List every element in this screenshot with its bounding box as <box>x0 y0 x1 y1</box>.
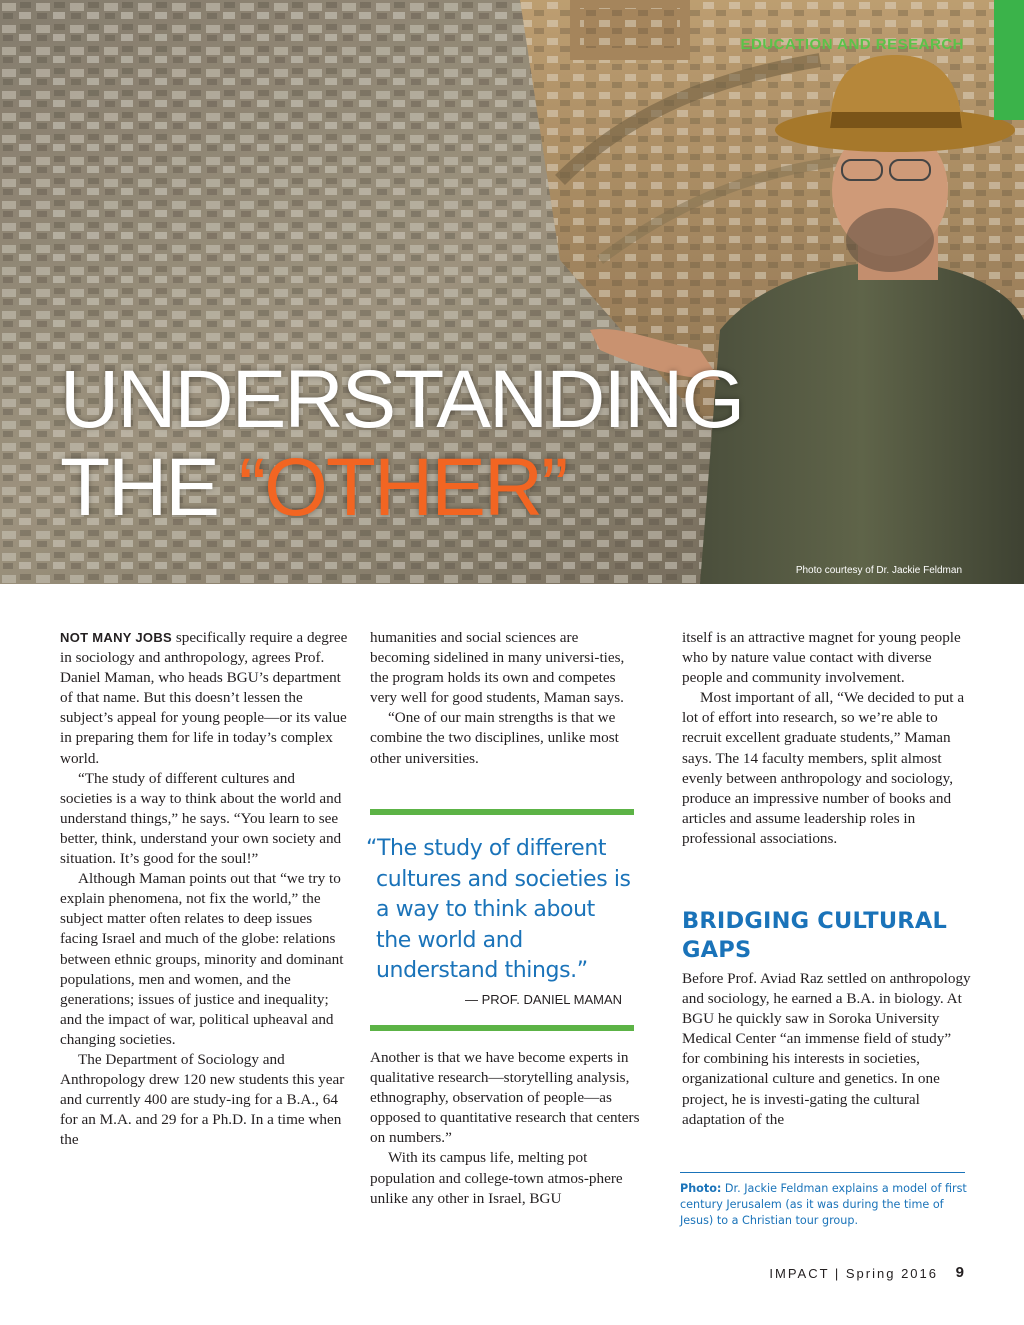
headline-line1: UNDERSTANDING <box>60 354 744 445</box>
section-tab <box>994 0 1024 120</box>
caption-label: Photo: <box>680 1182 722 1195</box>
paragraph: The Department of Sociology and Anthropology drew 120 new students this year and currently 400 are study-ing for a B.A., 64 for an M.A. and 29 for a Ph.D. In a time when the <box>60 1050 345 1149</box>
paragraph: itself is an attractive magnet for young people who by nature value contact with diverse people and community involvement. <box>682 629 961 687</box>
headline <box>60 356 743 532</box>
caption-text: Dr. Jackie Feldman explains a model of first century Jerusalem (as it was during the time of Jesus) to a Christian tour group. <box>680 1182 967 1227</box>
paragraph: Before Prof. Aviad Raz settled on anthropology and sociology, he earned a B.A. in biology. At BGU he quickly saw in Soroka University Medical Center “an immense field of study” for combining his interests in societies, organizational culture and genetics. In one project, he is investi-gating the cultural adaptation of the <box>682 970 971 1128</box>
pull-quote-attribution: — PROF. DANIEL MAMAN <box>465 992 622 1007</box>
headline-line2-accent: “OTHER” <box>238 442 567 533</box>
paragraph: Another is that we have become experts in qualitative research—storytelling analysis, ethnography, observation of people—as opposed to quantitative research that centers on numbers.” <box>370 1049 640 1147</box>
pullquote-rule-top <box>370 809 634 815</box>
article-column-3-top <box>682 628 972 849</box>
footer-publication: IMPACT | Spring 2016 <box>769 1266 938 1281</box>
photo-caption <box>680 1181 972 1229</box>
caption-rule <box>680 1172 965 1173</box>
headline-line2-plain: THE <box>60 442 239 533</box>
subhead: BRIDGING CULTURAL GAPS <box>682 908 947 963</box>
paragraph: humanities and social sciences are becoming sidelined in many universi-ties, the program holds its own and competes very well for good students, Maman says. <box>370 629 625 707</box>
pullquote-rule-bottom <box>370 1025 634 1031</box>
paragraph: NOT MANY JOBS specifically require a degree in sociology and anthropology, agrees Prof. Daniel Maman, who heads BGU’s department of that name. But this doesn’t lessen the subject’s appeal for young people—or its value in preparing them for life in today’s complex world. <box>60 629 348 767</box>
paragraph: With its campus life, melting pot population and college-town atmos-phere unlike any other in Israel, BGU <box>370 1149 623 1207</box>
photo-credit: Photo courtesy of Dr. Jackie Feldman <box>795 565 962 576</box>
article-column-2-bottom <box>370 1048 640 1209</box>
paragraph: Most important of all, “We decided to put a lot of effort into research, so we’re able to recruit excellent graduate students,” Maman says. The 14 faculty members, split almost evenly between anthropology and sociology, produce an impressive number of books and articles and assume leadership roles in professional associations. <box>682 689 965 847</box>
article-column-1 <box>60 628 350 1150</box>
article-column-2-top <box>370 628 640 769</box>
paragraph: “The study of different cultures and societies is a way to think about the world and understand things,” he says. “You learn to see better, think, understand your own society and situation. It’s good for the soul!” <box>60 769 342 868</box>
paragraph: “One of our main strengths is that we combine the two disciplines, unlike most other universities. <box>370 709 619 767</box>
lead-in: NOT MANY JOBS <box>60 630 173 645</box>
page-number: 9 <box>955 1264 964 1281</box>
section-label: EDUCATION AND RESEARCH <box>740 36 964 53</box>
article-column-3-bottom <box>682 969 972 1130</box>
paragraph: Although Maman points out that “we try to explain phenomena, not fix the world,” the subject matter often relates to deep issues facing Israel and much of the globe: relations between ethnic groups, minority and dominant populations, men and women, and the generations; issues of justice and inequality; and the impact of war, political upheaval and changing societies. <box>60 870 344 1048</box>
pull-quote: “The study of different cultures and societies is a way to think about the world and understand things.” <box>366 836 631 983</box>
